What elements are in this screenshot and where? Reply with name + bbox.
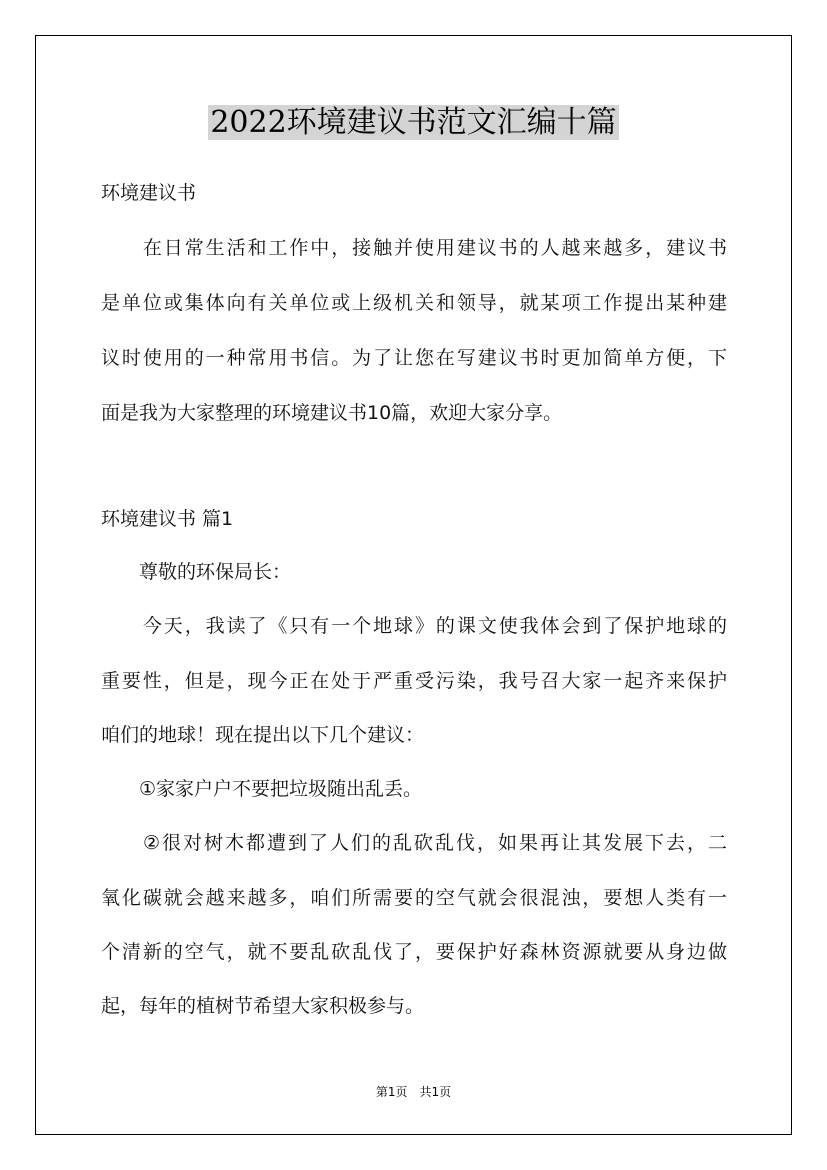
- document-title: [0, 102, 827, 144]
- list-item-2-line-4: 起，每年的植树节希望大家积极参与。: [101, 995, 425, 1017]
- intro-line-2: 是单位或集体向有关单位或上级机关和领导，就某项工作提出某种建: [101, 292, 727, 314]
- list-item-1: ①家家户户不要把垃圾随出乱丢。: [101, 778, 423, 800]
- list-item-2-line-1: ②很对树木都遭到了人们的乱砍乱伐，如果再让其发展下去，二: [101, 832, 727, 854]
- paragraph1-line-1: 今天，我读了《只有一个地球》的课文使我体会到了保护地球的: [101, 615, 727, 637]
- article-heading: 环境建议书 篇1: [101, 508, 234, 530]
- salutation: 尊敬的环保局长：: [101, 561, 292, 583]
- intro-line-3: 议时使用的一种常用书信。为了让您在写建议书时更加简单方便，下: [101, 347, 727, 369]
- section-heading: 环境建议书: [101, 182, 197, 204]
- intro-line-4: 面是我为大家整理的环境建议书10篇，欢迎大家分享。: [101, 402, 563, 424]
- intro-line-1: 在日常生活和工作中，接触并使用建议书的人越来越多，建议书: [101, 237, 727, 259]
- list-item-2-line-2: 氧化碳就会越来越多，咱们所需要的空气就会很混浊，要想人类有一: [101, 887, 727, 909]
- page-footer: 第1页 共1页: [375, 1085, 452, 1099]
- list-item-2-line-3: 个清新的空气，就不要乱砍乱伐了，要保护好森林资源就要从身边做: [101, 941, 727, 963]
- paragraph1-line-2: 重要性，但是，现今正在处于严重受污染，我号召大家一起齐来保护: [101, 670, 727, 692]
- title-text: 2022环境建议书范文汇编十篇: [210, 105, 617, 140]
- paragraph1-line-3: 咱们的地球！现在提出以下几个建议：: [101, 724, 425, 746]
